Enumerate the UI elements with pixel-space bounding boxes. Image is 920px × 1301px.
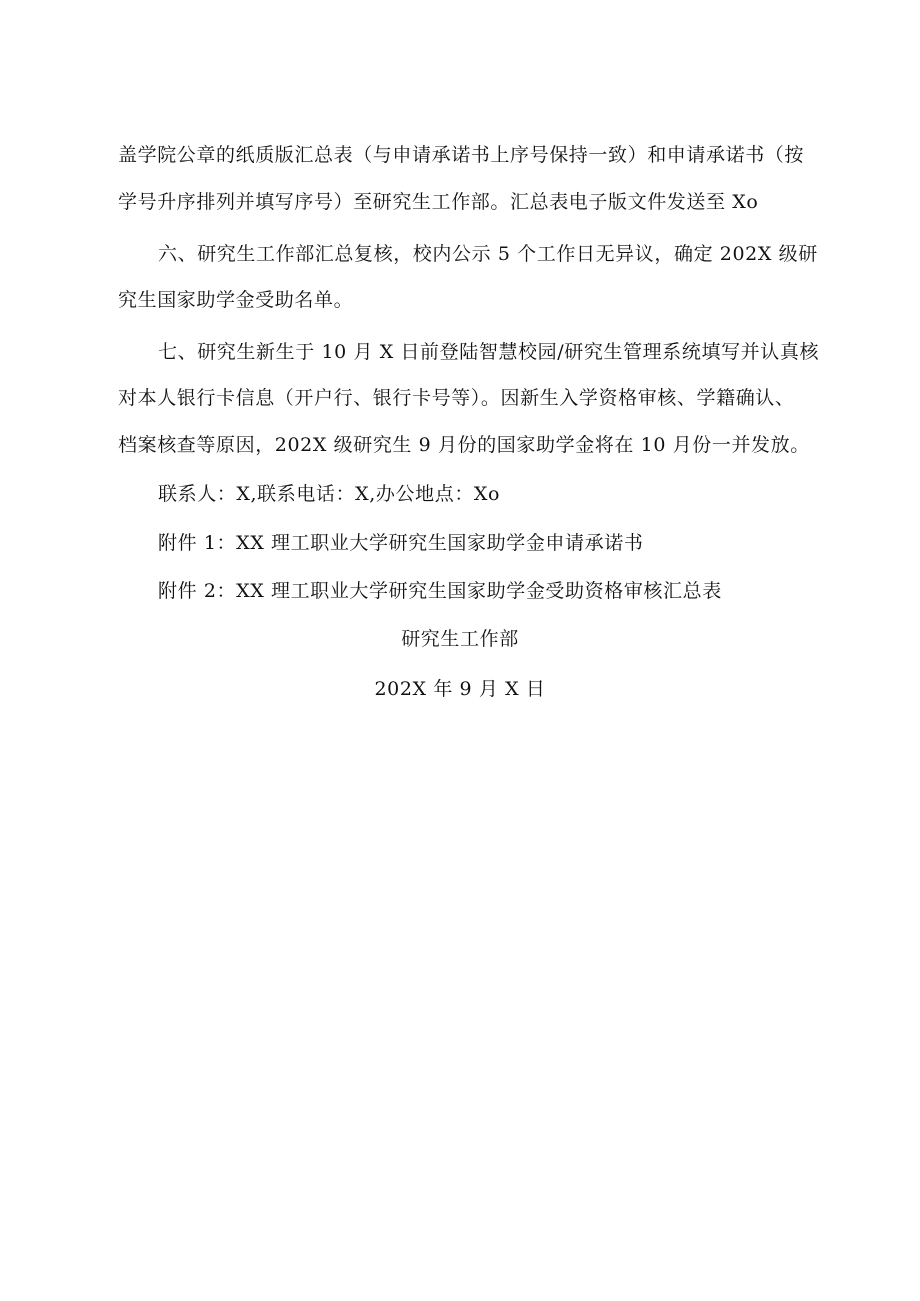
signature-date: 202X 年 9 月 X 日 bbox=[374, 678, 546, 700]
signature-department: 研究生工作部 bbox=[401, 628, 519, 650]
para7-line1: 七、研究生新生于 10 月 X 日前登陆智慧校园/研究生管理系统填写并认真核 bbox=[158, 341, 820, 363]
para6-line2: 究生国家助学金受助名单。 bbox=[118, 289, 354, 311]
contact-line: 联系人：X,联系电话：X,办公地点：Xo bbox=[158, 483, 501, 505]
para5-line1: 盖学院公章的纸质版汇总表（与申请承诺书上序号保持一致）和申请承诺书（按 bbox=[118, 144, 805, 166]
para5-line2: 学号升序排列并填写序号）至研究生工作部。汇总表电子版文件发送至 Xo bbox=[118, 191, 759, 213]
para7-line3: 档案核查等原因，202X 级研究生 9 月份的国家助学金将在 10 月份一并发放。 bbox=[118, 434, 810, 456]
para7-line2: 对本人银行卡信息（开户行、银行卡号等）。因新生入学资格审核、学籍确认、 bbox=[118, 387, 795, 409]
attachment-1: 附件 1：XX 理工职业大学研究生国家助学金申请承诺书 bbox=[158, 532, 644, 554]
para6-line1: 六、研究生工作部汇总复核，校内公示 5 个工作日无异议，确定 202X 级研 bbox=[158, 243, 818, 265]
attachment-2: 附件 2：XX 理工职业大学研究生国家助学金受助资格审核汇总表 bbox=[158, 580, 722, 602]
